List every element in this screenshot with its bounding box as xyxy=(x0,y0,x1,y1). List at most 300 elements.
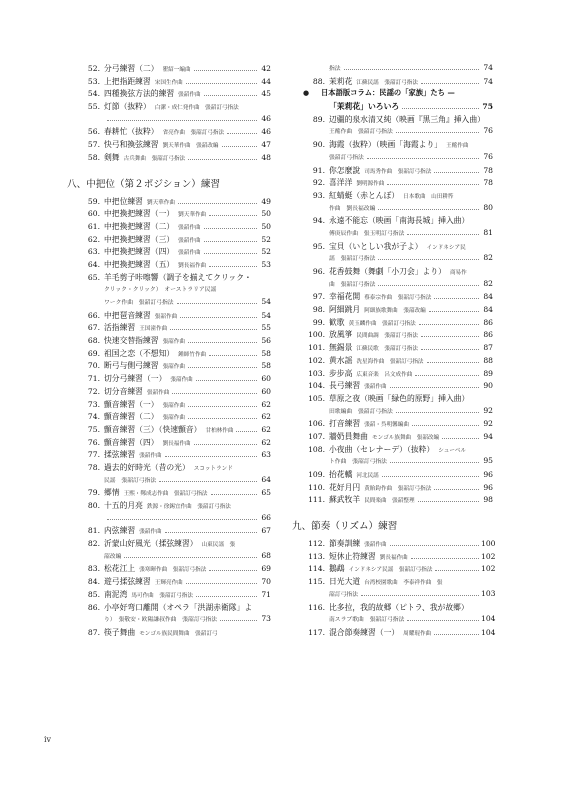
page-ref: 74 xyxy=(483,76,493,86)
entry-credit: 張韶作曲 xyxy=(178,92,201,99)
toc-entry-continued xyxy=(303,456,493,469)
page-ref: 78 xyxy=(483,165,493,175)
toc-entry-continued xyxy=(303,126,493,139)
entry-continuation: ワーク作曲 張韶訂弓指法 xyxy=(104,300,174,306)
toc-entry xyxy=(78,563,271,576)
entry-credit: 王熙・鄭成志作曲 張韶訂弓指法 xyxy=(123,491,208,498)
toc-entry xyxy=(78,525,271,538)
entry-number: 68. xyxy=(87,336,100,346)
page-ref: 80 xyxy=(483,202,493,212)
dot-leader xyxy=(418,501,479,502)
page-ref: 102 xyxy=(481,551,496,561)
entry-title: 永遠不能忘（映画「南海長城」挿入曲） xyxy=(329,216,470,226)
entry-credit: 瞿紹一編曲 xyxy=(162,67,191,73)
entry-continuation: 曲 張韶訂弓指法 xyxy=(329,281,376,288)
entry-credit: 鉄源・徐錫宜作曲 張韶訂弓指法 xyxy=(146,504,231,510)
entry-title: 剣舞 xyxy=(104,152,120,162)
dot-leader xyxy=(204,95,257,96)
page-ref: 60 xyxy=(261,386,271,396)
entry-title: 中把換把練習（五） xyxy=(104,259,175,269)
entry-continuation: 謡 張韶訂弓指法 xyxy=(329,256,376,263)
entry-continuation: 民謡 張韶訂弓指法 xyxy=(104,477,157,484)
entry-number: 64. xyxy=(87,259,100,269)
page-ref: 44 xyxy=(261,76,271,86)
page-ref: 63 xyxy=(261,450,271,460)
toc-entry-continued xyxy=(78,551,271,564)
page-ref: 81 xyxy=(483,227,493,237)
toc-entry-continued xyxy=(303,614,496,627)
toc-entry-continued xyxy=(303,228,493,241)
entry-credit: 張韶作曲 xyxy=(178,224,201,231)
toc-entry xyxy=(303,482,493,495)
entry-number: 99. xyxy=(312,317,325,327)
dot-leader xyxy=(361,595,479,596)
toc-entry xyxy=(78,576,271,589)
entry-title: 羊毛剪子咔嚓響（調子を揃えてクリック・ xyxy=(104,272,252,282)
entry-credit: 劉天華作曲 xyxy=(146,199,175,206)
toc-entry xyxy=(78,424,271,437)
page-ref: 104 xyxy=(481,614,496,624)
toc-entry-continued xyxy=(303,588,496,602)
entry-number: 69. xyxy=(87,348,100,358)
dot-leader xyxy=(107,120,257,121)
entry-title: 四種換弦方法的練習 xyxy=(104,89,175,99)
entry-credit: 劉明源作曲 xyxy=(356,181,385,188)
entry-title: 分弓練習（二） xyxy=(104,64,159,73)
entry-credit: 江蘇民歌 張韶訂弓指法 xyxy=(356,346,418,353)
dot-leader xyxy=(427,362,479,363)
toc-entry xyxy=(303,444,493,457)
toc-entry xyxy=(78,500,271,513)
section-heading: 九、節奏（リズム）練習 xyxy=(292,521,398,533)
entry-number: 117. xyxy=(308,627,325,637)
dot-leader xyxy=(434,172,479,173)
page-ref: 84 xyxy=(483,305,493,315)
entry-title: 小夜曲（セレナーデ）（抜粋） xyxy=(329,444,435,454)
entry-title: 筷子舞曲 xyxy=(104,627,136,637)
page-ref: 62 xyxy=(261,412,271,422)
entry-title: 牆奶員舞曲 xyxy=(329,431,368,441)
dot-leader xyxy=(407,620,479,621)
toc-entry xyxy=(303,304,493,317)
entry-number: 92. xyxy=(312,178,325,188)
dot-leader xyxy=(344,69,479,70)
toc-entry xyxy=(78,602,271,615)
entry-title: 日光大道 xyxy=(329,577,361,587)
toc-entry xyxy=(303,538,496,551)
page-ref: 46 xyxy=(261,113,271,123)
page-ref: 67 xyxy=(261,526,271,536)
entry-credit: 劉天華作曲 xyxy=(178,212,207,219)
dot-leader xyxy=(378,285,479,286)
dot-leader xyxy=(396,412,479,413)
page-ref: 52 xyxy=(261,234,271,244)
dot-leader xyxy=(209,215,257,216)
entry-continuation: 「茉莉花」いろいろ xyxy=(329,102,400,112)
toc-entry-continued xyxy=(303,279,493,292)
entry-credit: 民間楽曲 張韶整理 xyxy=(364,498,415,505)
page-ref: 96 xyxy=(483,470,493,479)
entry-title: 海霞（抜粋）（映画「海霞より」 xyxy=(329,140,443,150)
entry-title: 放風箏 xyxy=(329,330,353,340)
dot-leader xyxy=(188,342,257,343)
entry-number: 56. xyxy=(87,127,100,137)
dot-leader xyxy=(227,133,257,134)
toc-entry xyxy=(78,360,271,373)
page-ref: 55 xyxy=(261,323,271,333)
entry-credit: 江蘇民謡 張韶訂弓指法 xyxy=(356,79,418,86)
entry-credit: 張寒暉作曲 張韶訂弓指法 xyxy=(139,567,207,574)
toc-entry xyxy=(303,291,493,304)
toc-entry xyxy=(78,101,271,114)
entry-number: 66. xyxy=(87,310,100,320)
entry-credit: 張韶・呉明馨編曲 xyxy=(364,422,409,429)
dot-leader xyxy=(390,387,479,388)
page-ref: 52 xyxy=(261,247,271,257)
dot-leader xyxy=(159,481,257,482)
dot-leader xyxy=(396,132,479,133)
entry-title: 你怎麼說 xyxy=(329,165,361,175)
dot-leader xyxy=(124,557,257,558)
toc-entry xyxy=(78,348,271,361)
toc-entry xyxy=(303,602,493,615)
entry-credit: 王国潼作曲 xyxy=(139,326,168,333)
dot-leader xyxy=(421,83,479,84)
entry-credit: 宋国生作曲 xyxy=(154,79,183,86)
toc-entry xyxy=(303,329,493,342)
entry-title: 鵝鵡 xyxy=(329,564,345,574)
toc-entry xyxy=(78,221,271,234)
page-ref: 92 xyxy=(483,419,493,429)
toc-entry xyxy=(78,63,271,76)
entry-title: 顫音練習（四） xyxy=(104,437,159,447)
entry-number: 78. xyxy=(87,462,100,472)
toc-entry xyxy=(78,399,271,412)
entry-credit: 劉長福作曲 xyxy=(178,262,207,269)
toc-entry xyxy=(303,139,493,152)
entry-number: 53. xyxy=(87,76,100,86)
toc-entry xyxy=(303,266,493,279)
toc-entry xyxy=(78,310,271,323)
toc-entry xyxy=(78,126,271,139)
entry-number: 83. xyxy=(87,564,100,574)
entry-number: 101. xyxy=(308,343,325,353)
entry-number: 95. xyxy=(312,241,325,251)
note-title: 日本語版コラム：民謡の「家族」たち — xyxy=(321,88,455,98)
dot-leader xyxy=(412,425,479,426)
entry-title: 花香鼓舞（舞劇「小刀会」より） xyxy=(329,267,446,276)
toc-entry xyxy=(78,272,271,285)
entry-title: 長弓練習 xyxy=(329,381,361,391)
entry-number: 75. xyxy=(87,424,100,434)
entry-title: 比多拉，我的故郷（ピトラ、我が故郷） xyxy=(329,602,469,612)
toc-entry xyxy=(78,152,271,165)
entry-title: 中把換把練習（二） xyxy=(104,221,175,231)
toc-entry xyxy=(303,368,493,381)
entry-continuation: クリック・クリック） オーストラリア民謡 xyxy=(104,287,217,294)
dot-leader xyxy=(186,583,257,584)
page-ref: 49 xyxy=(261,196,271,206)
toc-entry xyxy=(303,418,493,431)
toc-entry xyxy=(78,335,271,348)
entry-number: 60. xyxy=(87,209,100,219)
entry-credit: 劉天華作曲 張韶改編 xyxy=(162,143,219,150)
entry-number: 100. xyxy=(308,330,325,340)
entry-number: 85. xyxy=(87,589,100,599)
dot-leader xyxy=(209,570,257,571)
page-ref: 86 xyxy=(483,330,493,340)
dot-leader xyxy=(188,406,257,407)
entry-number: 89. xyxy=(312,114,325,124)
entry-credit: 馬可作曲 張韶訂弓指法 xyxy=(131,592,193,599)
dot-leader xyxy=(434,634,479,635)
page-ref: 95 xyxy=(483,456,493,466)
entry-title: 断弓与側弓練習 xyxy=(104,361,159,371)
page-ref: 70 xyxy=(261,577,271,587)
page-ref: 54 xyxy=(261,297,271,306)
entry-title: 祖国之恋（不想知） xyxy=(104,348,175,358)
toc-entry xyxy=(78,449,271,462)
toc-entry xyxy=(303,627,496,640)
indent xyxy=(303,89,321,97)
entry-title: 松花江上 xyxy=(104,564,136,574)
toc-entry-continued xyxy=(78,284,271,297)
toc-entry xyxy=(78,208,271,221)
page-ref: 103 xyxy=(481,588,496,598)
page-ref: 68 xyxy=(261,550,271,560)
entry-credit: 張韶作曲 xyxy=(162,339,185,346)
entry-credit: 張韶作曲 xyxy=(139,453,162,460)
dot-leader xyxy=(178,203,257,204)
toc-entry xyxy=(78,627,271,640)
page-ref: 82 xyxy=(483,278,493,288)
page-ref: 75 xyxy=(482,102,493,112)
dot-leader xyxy=(172,393,257,394)
page-ref: 73 xyxy=(261,614,271,624)
page-ref: 82 xyxy=(483,253,493,263)
entry-credit: 山東民謡 張 xyxy=(201,542,236,549)
entry-credit: 古兵舞曲 張韶訂弓指法 xyxy=(123,155,186,162)
dot-leader xyxy=(209,355,257,356)
page-ref: 50 xyxy=(261,221,271,231)
dot-leader xyxy=(419,324,479,325)
entry-continuation: 韶訂弓指法 xyxy=(329,591,358,598)
page-ref: 50 xyxy=(261,209,271,219)
entry-number: 72. xyxy=(87,386,100,396)
entry-credit: 張韶作曲 xyxy=(154,313,178,320)
entry-number: 93. xyxy=(312,190,325,200)
dot-leader xyxy=(204,228,257,229)
dot-leader xyxy=(194,70,257,71)
entry-credit: 民間曲調 張韶訂弓指法 xyxy=(356,333,418,340)
entry-title: 節奏訓練 xyxy=(329,539,361,549)
toc-entry-continued xyxy=(78,297,271,310)
page-ref: 47 xyxy=(261,140,271,150)
entry-title: 十五的月亮 xyxy=(104,501,143,510)
page-ref: 58 xyxy=(261,361,271,371)
entry-number: 86. xyxy=(87,602,100,612)
entry-title: 混合節奏練習（一） xyxy=(329,627,400,637)
page-ref: 62 xyxy=(261,424,271,434)
entry-number: 106. xyxy=(308,419,325,429)
page-ref: 69 xyxy=(261,564,271,574)
entry-number: 98. xyxy=(312,305,325,315)
dot-leader xyxy=(378,209,479,210)
entry-title: 揉弦練習 xyxy=(104,450,136,460)
entry-title: 遊弓揉弦練習 xyxy=(104,577,151,587)
page-ref: 48 xyxy=(261,152,271,162)
entry-number: 73. xyxy=(87,399,100,409)
entry-credit: 張韶作曲 xyxy=(364,384,387,391)
dot-leader xyxy=(390,462,479,463)
page-ref: 86 xyxy=(483,317,493,327)
entry-title: 喜洋洋 xyxy=(329,178,353,188)
entry-title: 短休止符練習 xyxy=(329,551,376,561)
page-ref: 90 xyxy=(483,381,493,391)
entry-number: 65. xyxy=(87,272,100,282)
page-ref: 42 xyxy=(261,64,271,73)
toc-entry-continued xyxy=(78,475,271,488)
toc-entry xyxy=(78,373,271,386)
dot-leader xyxy=(411,558,479,559)
entry-number: 110. xyxy=(308,482,325,492)
dot-leader xyxy=(170,329,257,330)
entry-title: 草原之夜（映画「緑色的原野」挿入曲） xyxy=(329,393,470,403)
page-ref: 76 xyxy=(483,126,493,136)
bullet-icon: ● xyxy=(303,89,310,98)
page-ref: 58 xyxy=(261,348,271,358)
toc-entry xyxy=(303,190,493,203)
entry-title: 上把指距練習 xyxy=(104,76,151,86)
page-number: iv xyxy=(44,735,52,744)
entry-continuation: 南スラブ歌曲 張韶訂弓指法 xyxy=(329,617,405,624)
entry-credit: 張韶作曲 xyxy=(139,529,162,536)
entry-number: 81. xyxy=(87,526,100,536)
entry-title: 茉莉花 xyxy=(329,76,353,86)
entry-credit: 張韶作曲 xyxy=(364,542,387,549)
entry-title: 步步高 xyxy=(329,368,353,378)
entry-credit: 日本歌曲 山田耕筰 xyxy=(403,193,454,200)
toc-entry xyxy=(303,551,496,564)
entry-title: 南泥湾 xyxy=(104,589,128,599)
dot-leader xyxy=(186,83,257,84)
dot-leader xyxy=(378,259,479,260)
entry-title: 中把琶音練習 xyxy=(104,310,151,320)
entry-number: 88. xyxy=(312,76,325,86)
toc-entry xyxy=(78,322,271,335)
toc-entry xyxy=(78,88,271,101)
toc-right-column xyxy=(292,63,496,640)
entry-credit: 鍾師竹作曲 xyxy=(178,351,207,358)
toc-entry xyxy=(303,431,493,444)
dot-leader xyxy=(236,431,257,432)
entry-credit: モンゴル族舞曲 張韶改編 xyxy=(371,434,440,441)
entry-number: 116. xyxy=(308,602,325,612)
dot-leader xyxy=(421,336,479,337)
dot-leader xyxy=(165,532,257,533)
entry-title: 小亭好弯口離開（オペラ「洪湖赤衛隊」よ xyxy=(104,602,253,612)
dot-leader xyxy=(177,303,257,304)
entry-number: 112. xyxy=(308,539,325,549)
entry-title: 内弦練習 xyxy=(104,526,136,536)
entry-title: 抬花轎 xyxy=(329,470,353,479)
dot-leader xyxy=(204,253,257,254)
entry-credit: 劉長福作曲 xyxy=(379,554,408,561)
dot-leader xyxy=(390,545,479,546)
dot-leader xyxy=(107,519,257,520)
entry-number: 109. xyxy=(308,470,325,479)
entry-continuation: ト作曲 張韶訂弓指法 xyxy=(329,459,387,466)
entry-credit: 黄貽鈞作曲 張韶訂弓指法 xyxy=(364,485,432,492)
dot-leader xyxy=(434,489,479,490)
entry-number: 96. xyxy=(312,267,325,276)
toc-entry-continued xyxy=(303,406,493,419)
toc-entry-continued xyxy=(78,114,271,127)
entry-number: 94. xyxy=(312,216,325,226)
page-ref: 56 xyxy=(261,336,271,346)
entry-number: 79. xyxy=(87,488,100,498)
toc-entry xyxy=(78,538,271,551)
toc-entry xyxy=(303,469,493,482)
entry-number: 59. xyxy=(87,196,100,206)
dot-leader xyxy=(196,380,257,381)
entry-credit: 甘柏林作曲 xyxy=(205,427,234,434)
toc-entry xyxy=(303,241,493,254)
toc-entry xyxy=(78,259,271,272)
entry-credit: 司馬秀作曲 張韶訂弓指法 xyxy=(364,168,432,175)
toc-entry xyxy=(303,393,493,406)
entry-credit: 冼星海作曲 張韶訂弓指法 xyxy=(356,358,424,365)
entry-title: 切分音練習 xyxy=(104,386,143,396)
dot-leader xyxy=(407,234,479,235)
toc-entry xyxy=(78,411,271,424)
entry-number: 91. xyxy=(312,165,325,175)
dot-leader xyxy=(367,158,479,159)
dot-leader xyxy=(180,317,257,318)
entry-title: 顫音練習（二） xyxy=(104,412,159,422)
dot-leader xyxy=(194,444,257,445)
dot-leader xyxy=(435,570,479,571)
toc-entry xyxy=(303,317,493,330)
entry-title: 中把位練習 xyxy=(104,196,143,206)
entry-continuation: 韶改編 xyxy=(104,553,122,560)
entry-credit: 台湾校園歌曲 李泰祥作曲 張 xyxy=(364,580,443,587)
entry-title: 活指練習 xyxy=(104,323,136,333)
entry-continuation: 作曲 劉長福改編 xyxy=(329,205,376,212)
entry-number: 80. xyxy=(87,501,100,510)
page-ref: 84 xyxy=(483,292,493,302)
page-ref: 102 xyxy=(481,564,496,574)
entry-continuation: 指法 xyxy=(329,66,341,72)
entry-title: 蘇武牧羊 xyxy=(329,495,361,505)
toc-entry xyxy=(78,487,271,500)
page-ref: 100 xyxy=(481,539,496,549)
entry-number: 54. xyxy=(87,89,100,99)
entry-number: 114. xyxy=(308,564,325,574)
dot-leader xyxy=(188,367,257,368)
entry-credit: 河北民謡 xyxy=(356,473,379,479)
dot-leader xyxy=(429,311,479,312)
entry-credit: 王酩作曲 xyxy=(446,143,469,150)
toc-entry xyxy=(303,342,493,355)
entry-number: 84. xyxy=(87,577,100,587)
entry-credit: 張韶作曲 xyxy=(162,402,185,409)
entry-continuation: り） 張敬安・欧陽謙叔作曲 張韶訂弓指法 xyxy=(104,617,218,624)
entry-number: 102. xyxy=(308,355,325,365)
entry-title: 辺疆的泉水清又純（映画『黒三角』挿入曲） xyxy=(329,114,485,124)
toc-entry xyxy=(78,76,271,89)
entry-title: 中把換把練習（三） xyxy=(104,234,175,244)
